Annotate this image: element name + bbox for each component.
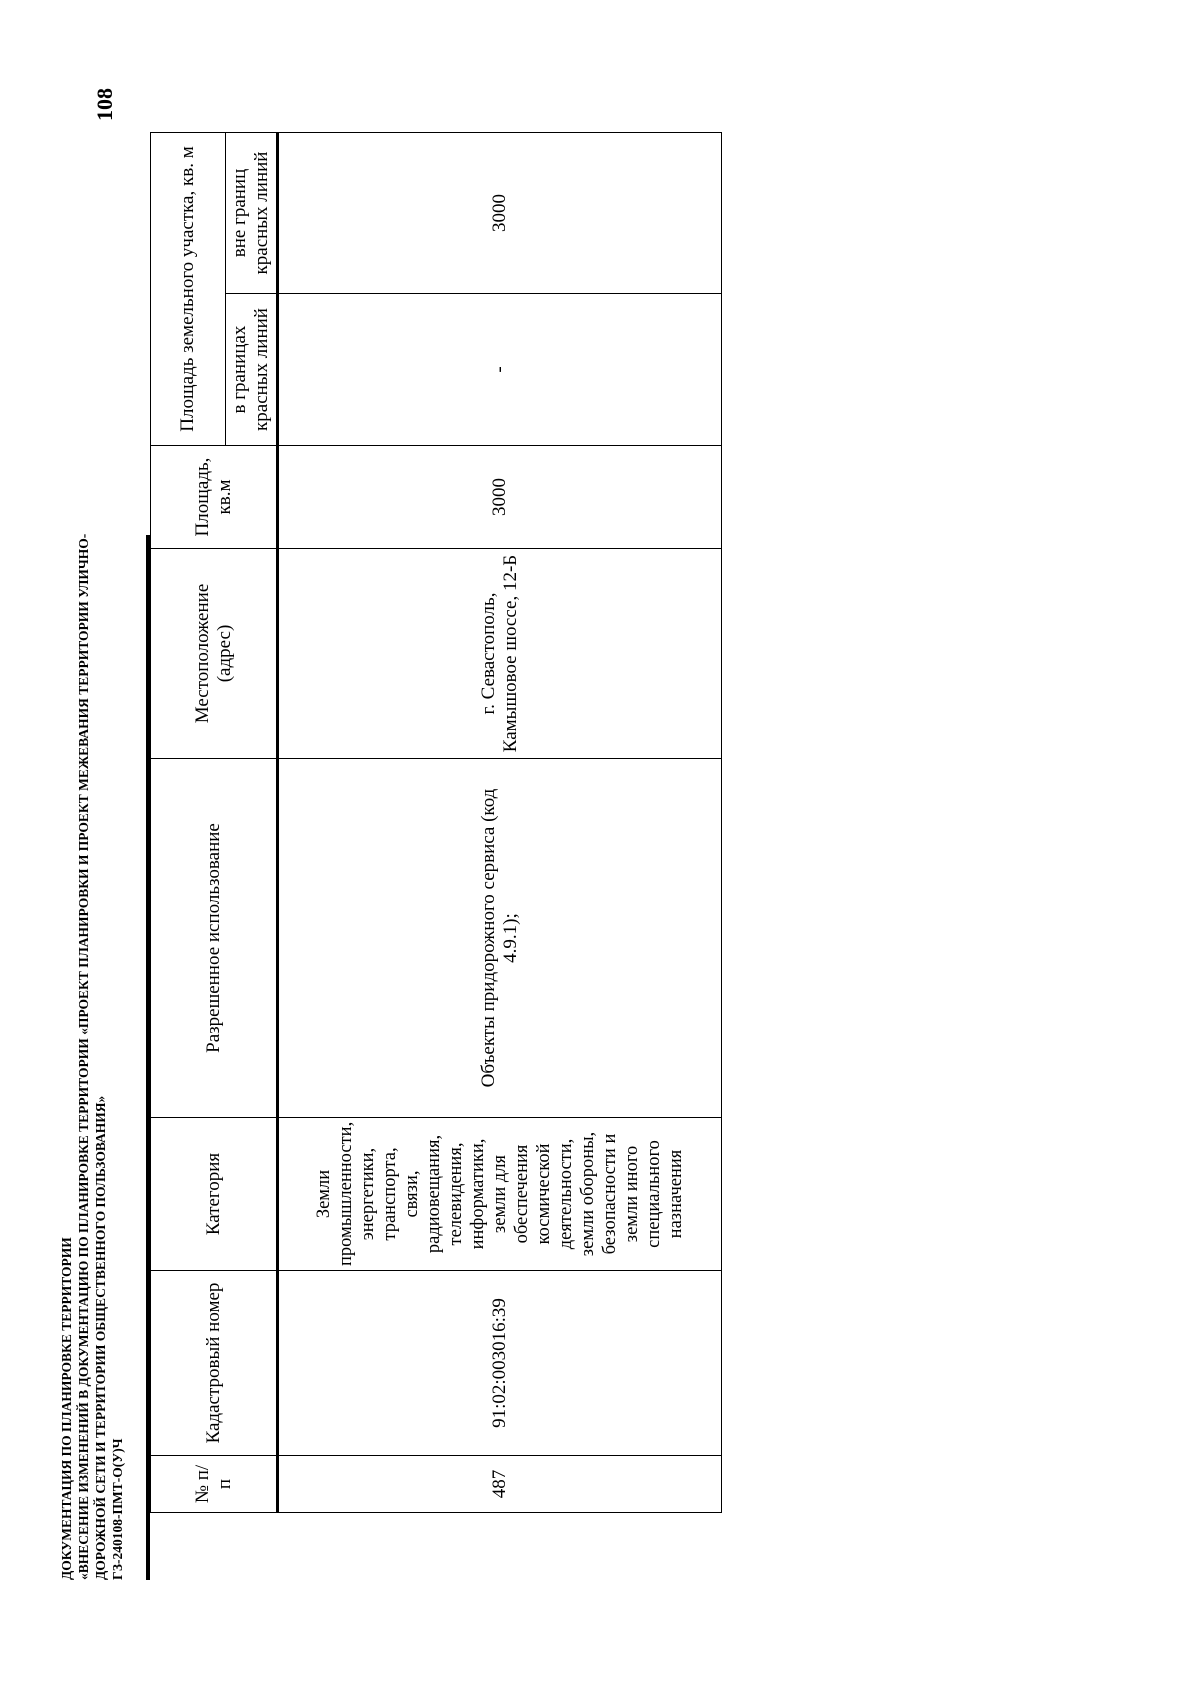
cell-location: г. Севастополь, Камышовое шоссе, 12-Б [278, 549, 722, 759]
cell-num: 487 [278, 1456, 722, 1513]
header-num: № п/п [151, 1456, 278, 1513]
table-row [278, 133, 722, 1513]
cell-category: Земли промышленности, энергетики, транспорта, связи, радиовещания, телевидения, информатики, земли для обеспечения космической деятельности, земли обороны, безопасности и земли иного специального назначения [278, 1118, 722, 1271]
cell-permitted-use: Объекты придорожного сервиса (код 4.9.1); [278, 759, 722, 1118]
header-line-3: ДОРОЖНОЙ СЕТИ И ТЕРРИТОРИИ ОБЩЕСТВЕННОГО ПОЛЬЗОВАНИЯ» [93, 1095, 108, 1580]
header-line-4: ГЗ-240108-ПМТ-О(У)Ч [110, 1438, 125, 1580]
header-inside-red-lines: в границах красных линий [226, 294, 278, 446]
cell-outside-red-lines: 3000 [278, 133, 722, 294]
header-permitted-use: Разрешенное использование [151, 759, 278, 1118]
header-line-2: «ВНЕСЕНИЕ ИЗМЕНЕНИЙ В ДОКУМЕНТАЦИЮ ПО ПЛАНИРОВКЕ ТЕРРИТОРИИ «ПРОЕКТ ПЛАНИРОВКИ И ПРОЕКТ МЕЖЕВАНИЯ ТЕРРИТОРИИ УЛИЧНО- [76, 533, 91, 1580]
cell-area: 3000 [278, 446, 722, 549]
header-line-1: ДОКУМЕНТАЦИЯ ПО ПЛАНИРОВКЕ ТЕРРИТОРИИ [59, 1237, 74, 1580]
header-plot-area-group: Площадь земельного участка, кв. м [151, 133, 226, 446]
header-outside-red-lines: вне границ красных линий [226, 133, 278, 294]
land-plot-table [150, 132, 722, 1513]
header-category: Категория [151, 1118, 278, 1271]
document-header [58, 533, 126, 1580]
page-number: 108 [92, 88, 117, 121]
header-location: Местоположение (адрес) [151, 549, 278, 759]
header-cadastral: Кадастровый номер [151, 1271, 278, 1456]
header-area: Площадь, кв.м [151, 446, 278, 549]
cell-inside-red-lines: - [278, 294, 722, 446]
cell-cadastral: 91:02:003016:39 [278, 1271, 722, 1456]
